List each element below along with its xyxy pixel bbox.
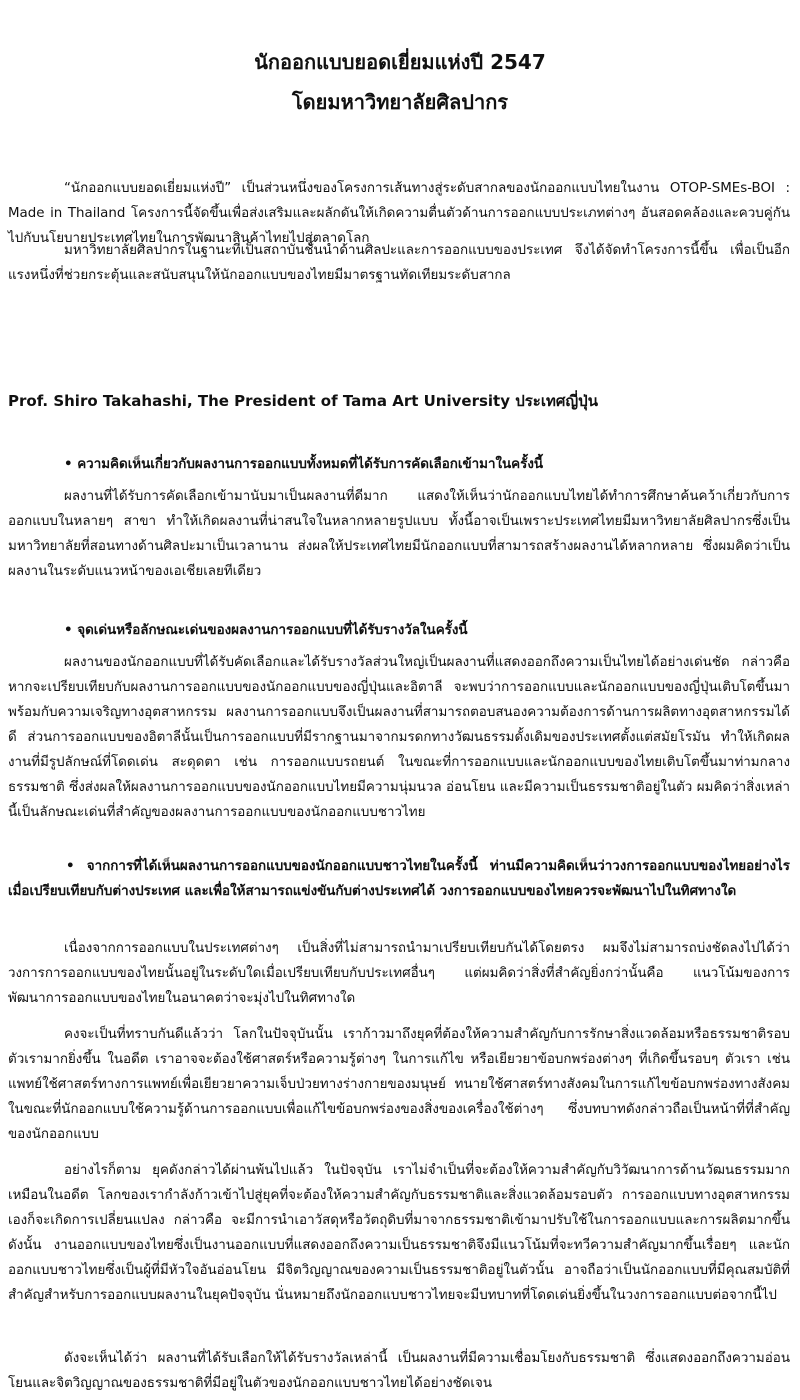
answer-paragraph: ผลงานของนักออกแบบที่ได้รับคัดเลือกและได้รับรางวัลส่วนใหญ่เป็นผลงานที่แสดงออกถึงความเป็นไทยได้อย่างเด่นชัด กล่าวคือ หากจะเปรียบเทียบกับผลงานการออกแบบของนักออกแบบของญี่ปุ่นและอิตาลี จะพบว่าการออกแบบและนักออกแบบของญี่ปุ่นเติบโตขึ้นมาพร้อมกับความเจริญทางอุตสาหกรรม ผลงานการออกแบบจึงเป็นผลงานที่สามารถตอบสนองความต้องการด้านการผลิตทางอุตสาหกรรมได้ดี ส่วนการออกแบบของอิตาลีนั้นเป็นการออกแบบที่มีรากฐานมาจากมรดกทางวัฒนธรรมดั้งเดิมของประเทศตั้งแต่สมัยโรมัน ทำให้เกิดผลงานที่มีรูปลักษณ์ที่โดดเด่น สะดุดตา เช่น การออกแบบรถยนต์ ในขณะที่การออกแบบและนักออกแบบของไทยเติบโตขึ้นมาท่ามกลางธรรมชาติ ซึ่งส่งผลให้ผลงานการออกแบบของนักออกแบบไทยมีความนุ่มนวล อ่อนโยน และมีความเป็นธรรมชาติอยู่ในตัว ผมคิดว่าสิ่งเหล่านี้เป็นลักษณะเด่นที่สำคัญของผลงานการออกแบบของนักออกแบบชาวไทย (8, 655, 790, 820)
answer-paragraph: ผลงานที่ได้รับการคัดเลือกเข้ามานับมาเป็นผลงานที่ดีมาก แสดงให้เห็นว่านักออกแบบไทยได้ทำการศึกษาค้นคว้าเกี่ยวกับการออกแบบในหลายๆ สาขา ทำให้เกิดผลงานที่น่าสนใจในหลากหลายรูปแบบ ทั้งนี้อาจเป็นเพราะประเทศไทยมีมหาวิทยาลัยศิลปากรซึ่งเป็นมหาวิทยาลัยที่สอนทางด้านศิลปะมาเป็นเวลานาน ส่งผลให้ประเทศไทยมีนักออกแบบที่สามารถสร้างผลงานได้หลากหลาย ซึ่งผมคิดว่าเป็นผลงานในระดับแนวหน้าของเอเชียเลยทีเดียว (8, 489, 790, 579)
answer-paragraph: เนื่องจากการออกแบบในประเทศต่างๆ เป็นสิ่งที่ไม่สามารถนำมาเปรียบเทียบกันได้โดยตรง ผมจึงไม่สามารถบ่งชัดลงไปได้ว่าวงการการออกแบบของไทยนั้นอยู่ในระดับใดเมื่อเปรียบเทียบกับประเทศอื่นๆ แต่ผมคิดว่าสิ่งที่สำคัญยิ่งกว่านั้นคือ แนวโน้มของการพัฒนาการออกแบบของไทยในอนาคตว่าจะมุ่งไปในทิศทางใด (8, 941, 790, 1006)
question-heading: • จุดเด่นหรือลักษณะเด่นของผลงานการออกแบบที่ได้รับรางวัลในครั้งนี้ (64, 623, 468, 638)
question-heading: • จากการที่ได้เห็นผลงานการออกแบบของนักออกแบบชาวไทยในครั้งนี้ ท่านมีความคิดเห็นว่าวงการออกแบบของไทยอย่างไรเมื่อเปรียบเทียบกับต่างประเทศ และเพื่อให้สามารถแข่งขันกับต่างประเทศได้ วงการออกแบบของไทยควรจะพัฒนาไปในทิศทางใด (8, 859, 790, 899)
intro-paragraph: มหาวิทยาลัยศิลปากรในฐานะที่เป็นสถาบันชั้นนำด้านศิลปะและการออกแบบของประเทศ จึงได้จัดทำโครงการนี้ขึ้น เพื่อเป็นอีกแรงหนึ่งที่ช่วยกระตุ้นและสนับสนุนให้นักออกแบบของไทยมีมาตรฐานทัดเทียมระดับสากล (8, 243, 790, 283)
answer-paragraph: คงจะเป็นที่ทราบกันดีแล้วว่า โลกในปัจจุบันนั้น เราก้าวมาถึงยุคที่ต้องให้ความสำคัญกับการรักษาสิ่งแวดล้อมหรือธรรมชาติรอบตัวเรามากยิ่งขึ้น ในอดีต เราอาจจะต้องใช้ศาสตร์หรือความรู้ต่างๆ ในการแก้ไข หรือเยียวยาข้อบกพร่องต่างๆ ที่เกิดขึ้นรอบๆ ตัวเรา เช่น แพทย์ใช้ศาสตร์ทางการแพทย์เพื่อเยียวยาความเจ็บป่วยทางร่างกายของมนุษย์ ทนายใช้ศาสตร์ทางสังคมในการแก้ไขข้อบกพร่องทางสังคม ในขณะที่นักออกแบบใช้ความรู้ด้านการออกแบบเพื่อแก้ไขข้อบกพร่องของสิ่งของเครื่องใช้ต่างๆ ซึ่งบทบาทดังกล่าวถือเป็นหน้าที่ที่สำคัญของนักออกแบบ (8, 1027, 790, 1142)
document-subtitle: โดยมหาวิทยาลัยศิลปากร (291, 90, 509, 114)
intro-paragraph: “นักออกแบบยอดเยี่ยมแห่งปี” เป็นส่วนหนึ่งของโครงการเส้นทางสู่ระดับสากลของนักออกแบบไทยในงาน OTOP-SMEs-BOI : Made in Thailand โครงการนี้จัดขึ้นเพื่อส่งเสริมและผลักดันให้เกิดความตื่นตัวด้านการออกแบบประเภทต่างๆ อันสอดคล้องและควบคู่กันไปกับนโยบายประเทศไทยในการพัฒนาสินค้าไทยไปสู่ตลาดโลก (8, 181, 790, 246)
section-heading: Prof. Shiro Takahashi, The President of Tama Art University ประเทศญี่ปุ่น (8, 392, 598, 410)
answer-paragraph: อย่างไรก็ตาม ยุคดังกล่าวได้ผ่านพ้นไปแล้ว ในปัจจุบัน เราไม่จำเป็นที่จะต้องให้ความสำคัญกับวิวัฒนาการด้านวัฒนธรรมมากเหมือนในอดีต โลกของเรากำลังก้าวเข้าไปสู่ยุคที่จะต้องให้ความสำคัญกับธรรมชาติและสิ่งแวดล้อมรอบตัว การออกแบบทางอุตสาหกรรมเองก็จะเกิดการเปลี่ยนแปลง กล่าวคือ จะมีการนำเอาวัสดุหรือวัตถุดิบที่มาจากธรรมชาติเข้ามาปรับใช้ในการออกแบบและการผลิตมากขึ้น ดังนั้น งานออกแบบของไทยซึ่งเป็นงานออกแบบที่แสดงออกถึงความเป็นธรรมชาติจึงมีแนวโน้มที่จะทวีความสำคัญมากขึ้นเรื่อยๆ และนักออกแบบชาวไทยซึ่งเป็นผู้ที่มีหัวใจอันอ่อนโยน มีจิตวิญญาณของความเป็นธรรมชาติอยู่ในตัวนั้น อาจถือว่าเป็นนักออกแบบที่มีคุณสมบัติที่สำคัญสำหรับการออกแบบผลงานในยุคปัจจุบัน นั่นหมายถึงนักออกแบบชาวไทยจะมีบทบาทที่โดดเด่นยิ่งขึ้นในวงการออกแบบต่อจากนี้ไป (8, 1163, 790, 1303)
question-heading: • ความคิดเห็นเกี่ยวกับผลงานการออกแบบทั้งหมดที่ได้รับการคัดเลือกเข้ามาในครั้งนี้ (64, 457, 544, 472)
document-title: นักออกแบบยอดเยี่ยมแห่งปี 2547 (254, 50, 546, 74)
answer-paragraph: ดังจะเห็นได้ว่า ผลงานที่ได้รับเลือกให้ได้รับรางวัลเหล่านี้ เป็นผลงานที่มีความเชื่อมโยงกับธรรมชาติ ซึ่งแสดงออกถึงความอ่อนโยนและจิตวิญญาณของธรรมชาติที่มีอยู่ในตัวของนักออกแบบชาวไทยได้อย่างชัดเจน (8, 1351, 790, 1391)
